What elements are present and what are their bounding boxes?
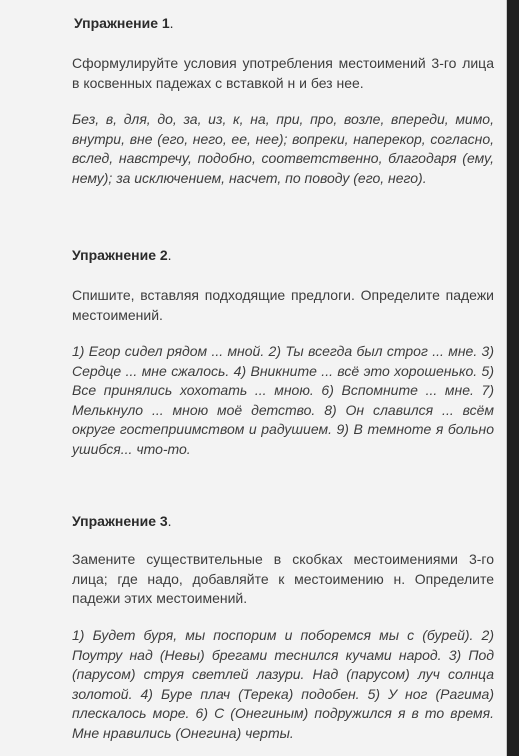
exercise-1-instruction: Сформулируйте условия употребления местоимений 3-го лица в косвенных падежах с вставкой н и без нее. bbox=[72, 55, 494, 91]
exercise-2-title: Упражнение 2 bbox=[72, 247, 168, 263]
exercise-3-content: 1) Будет буря, мы поспорим и поборемся мы с (бурей). 2) Поутру над (Невы) брегами теснился кучами народ. 3) Под (парусом) струя светлей лазури. Над (парусом) луч солнца золотой. 4) Буре плач (Терека) подобен. 5) У ног (Рагима) плескалось море. 6) С (Онегиным) подружился я в то время. Мне нравились (Онегина) черты. bbox=[72, 627, 494, 741]
exercise-3-title: Упражнение 3 bbox=[72, 513, 168, 529]
window-edge bbox=[507, 0, 519, 756]
exercise-2-content: 1) Егор сидел рядом ... мной. 2) Ты всегда был строг ... мне. 3) Сердце ... мне сжалось. 4) Вникните ... всё это хорошенько. 5) Все принялись хохотать ... мною. 6) Вспомните ... мне. 7) Мелькнуло ... мною моё детство. 8) Он славился ... всём округе гостеприимством и радушием. 9) В темноте я больно ушибся... что-то. bbox=[72, 343, 494, 457]
exercise-2-heading: Упражнение 2. bbox=[72, 247, 172, 263]
exercise-1-instruction-block bbox=[72, 54, 494, 93]
exercise-3-content-block bbox=[72, 626, 494, 743]
exercise-2-instruction: Спишите, вставляя подходящие предлоги. Определите падежи местоимений. bbox=[72, 287, 494, 323]
exercise-1-content: Без, в, для, до, за, из, к, на, при, про, возле, впереди, мимо, внутри, вне (его, него, ее, нее); вопреки, наперекор, согласно, вслед, навстречу, подобно, соответственно, благодаря (ему, нему); за исключением, насчет, по поводу (его, него). bbox=[72, 111, 494, 186]
exercise-2-content-block bbox=[72, 342, 494, 459]
exercise-1-heading: Упражнение 1. bbox=[74, 15, 174, 31]
exercise-1-title: Упражнение 1 bbox=[74, 15, 170, 31]
exercise-3-instruction-block bbox=[72, 550, 494, 609]
exercise-3-heading: Упражнение 3. bbox=[72, 513, 172, 529]
exercise-1-content-block bbox=[72, 110, 494, 188]
exercise-3-instruction: Замените существительные в скобках местоимениями 3-го лица; где надо, добавляйте к местоимению н. Определите падежи этих местоимений. bbox=[72, 551, 494, 606]
exercise-2-instruction-block bbox=[72, 286, 494, 325]
